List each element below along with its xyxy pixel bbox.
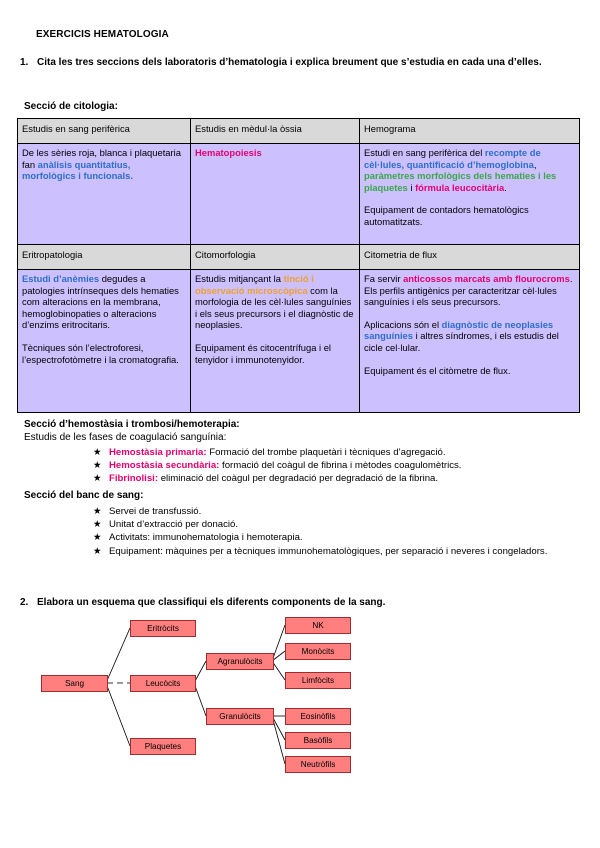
node-agranulocits: Agranulòcits <box>206 653 274 670</box>
list-desc: Formació del trombe plaquetàri i tècniques d’agregació. <box>206 447 446 458</box>
blood-components-diagram <box>0 600 600 790</box>
connector-line <box>106 683 130 746</box>
highlight-text: diagnòstic de neoplasies sanguínies <box>364 318 554 342</box>
star-bullet-icon: ★ <box>93 519 102 531</box>
highlight-text: tinció i observació microscòpica <box>195 273 314 296</box>
node-sang: Sang <box>41 675 108 692</box>
star-bullet-icon: ★ <box>93 506 102 517</box>
highlight-text: paràmetres morfològics dels hematies i les plaquetes <box>364 170 557 193</box>
list-desc: Unitat d’extracció per donació. <box>109 519 239 531</box>
cell-text: . <box>504 181 507 193</box>
cell-citometria <box>360 270 580 413</box>
cell-sang-periferica <box>18 144 191 245</box>
list-desc: Equipament: màquines per a tècniques immunohematològiques, per separació i neveres i congeladors. <box>109 545 548 557</box>
cell-text: Tècniques són l’electroforesi, l’espectrofotòmetre i la cromatografia. <box>22 341 179 365</box>
highlight-text: Hematopoiesis <box>195 147 262 158</box>
question-2-number: 2. <box>20 597 29 608</box>
node-limfocits: Limfòcits <box>285 672 351 689</box>
cell-text: Fa servir <box>364 273 404 284</box>
cell-eritropatologia <box>18 270 191 413</box>
highlight-text: Estudi d’anèmies <box>22 273 100 284</box>
citologia-heading: Secció de citologia: <box>24 101 118 112</box>
question-2-text: Elabora un esquema que classifiqui els diferents components de la sang. <box>37 597 386 608</box>
cell-text: Equipament de contadors hematològics automatitzats. <box>364 204 529 227</box>
cell-medulla-ossia <box>191 144 360 245</box>
list-item <box>93 505 563 518</box>
list-item <box>93 545 563 558</box>
highlight-text: anticossos marcats amb flourocroms <box>403 273 570 284</box>
cell-text: De les sèries roja, blanca i plaquetaria fan <box>22 147 181 170</box>
citologia-table <box>17 118 580 413</box>
node-granulocits: Granulòcits <box>206 708 274 725</box>
hemostasia-heading: Secció d’hemostàsia i trombosi/hemoterapia: <box>24 419 240 430</box>
node-eosinofils: Eosinòfils <box>285 708 351 725</box>
header-medulla-ossia: Estudis en mèdul·la òssia <box>191 119 360 144</box>
question-1-text: Cita les tres seccions dels laboratoris d’hematologia i explica breument que s’estudia en cada una d’elles. <box>37 57 542 68</box>
cell-text: Equipament és el citòmetre de flux. <box>364 364 511 376</box>
node-leucocits: Leucòcits <box>130 675 196 692</box>
star-bullet-icon: ★ <box>93 473 102 485</box>
star-bullet-icon: ★ <box>93 545 102 557</box>
connector-line <box>106 628 130 683</box>
highlight-text: fórmula leucocitària <box>415 181 505 193</box>
header-hemograma: Hemograma <box>360 119 580 144</box>
list-desc: formació del coàgul de fibrina i mètodes coagulomètrics. <box>219 460 462 472</box>
node-neutrofils: Neutròfils <box>285 756 351 773</box>
banc-heading: Secció del banc de sang: <box>24 490 144 501</box>
list-item <box>93 518 563 531</box>
list-item <box>93 531 563 544</box>
star-bullet-icon: ★ <box>93 447 102 458</box>
node-plaquetes: Plaquetes <box>130 738 196 755</box>
list-desc: Activitats: immunohematologia i hemoterapia. <box>109 532 303 544</box>
highlight-text: recompte de cèl·lules, quantificació d’hemoglobina <box>364 147 541 170</box>
cell-text: . Els perfils antigènics per caracteritzar cèl·lules sanguínies i els seus precursors. <box>364 273 573 308</box>
highlight-text: anàlisis quantitatius, morfològics i funcionals. <box>22 158 133 182</box>
question-1 <box>20 57 580 83</box>
list-item <box>93 446 563 459</box>
header-citometria: Citometria de flux <box>360 245 580 270</box>
node-nk: NK <box>285 617 351 634</box>
document-title: EXERCICIS HEMATOLOGIA <box>36 29 169 40</box>
node-monocits: Monòcits <box>285 643 351 660</box>
header-sang-periferica: Estudis en sang perifèrica <box>18 119 191 144</box>
table-row <box>18 270 580 413</box>
star-bullet-icon: ★ <box>93 532 102 544</box>
list-item <box>93 472 563 485</box>
table-header-row <box>18 119 580 144</box>
cell-text: com la morfologia de les cèl·lules sanguínies i els seus precursors i el diagnòstic de neoplasies. <box>195 284 354 331</box>
hemostasia-intro: Estudis de les fases de coagulació sanguínia: <box>24 432 227 443</box>
question-1-number: 1. <box>20 57 29 68</box>
header-citomorfologia: Citomorfologia <box>191 245 360 270</box>
hemostasia-list <box>93 446 563 486</box>
banc-list <box>93 505 563 558</box>
cell-citomorfologia <box>191 270 360 413</box>
list-term: Hemostàsia secundària: <box>109 460 220 472</box>
node-eritrocits: Eritròcits <box>130 620 196 637</box>
cell-text: Aplicacions són el <box>364 318 442 330</box>
list-term: Hemostàsia primaria: <box>109 447 207 458</box>
list-term: Fibrinolisi: <box>109 473 159 485</box>
star-bullet-icon: ★ <box>93 460 102 472</box>
table-header-row <box>18 245 580 270</box>
cell-text: i altres síndromes, i els estudis del cicle cel·lular. <box>364 330 559 353</box>
table-row <box>18 144 580 245</box>
cell-text: Equipament és citocentrífuga i el tenyidor i immunotenyidor. <box>195 341 332 365</box>
node-basofils: Basòfils <box>285 732 351 749</box>
cell-hemograma <box>360 144 580 245</box>
cell-text: Estudis mitjançant la <box>195 273 284 284</box>
list-desc: Servei de transfussió. <box>109 506 202 517</box>
list-item <box>93 459 563 472</box>
header-eritropatologia: Eritropatologia <box>18 245 191 270</box>
cell-text: degudes a patologies intrínseques dels hematies com alteracions en la membrana, hemoglobinopaties o alteracions d’enzims eritrocitaris. <box>22 273 179 331</box>
cell-text: Estudi en sang perifèrica del <box>364 147 485 158</box>
list-desc: eliminació del coàgul per degradació per degradació de la fibrina. <box>158 473 439 485</box>
cell-text: i <box>407 181 416 193</box>
cell-text: , <box>533 158 537 170</box>
